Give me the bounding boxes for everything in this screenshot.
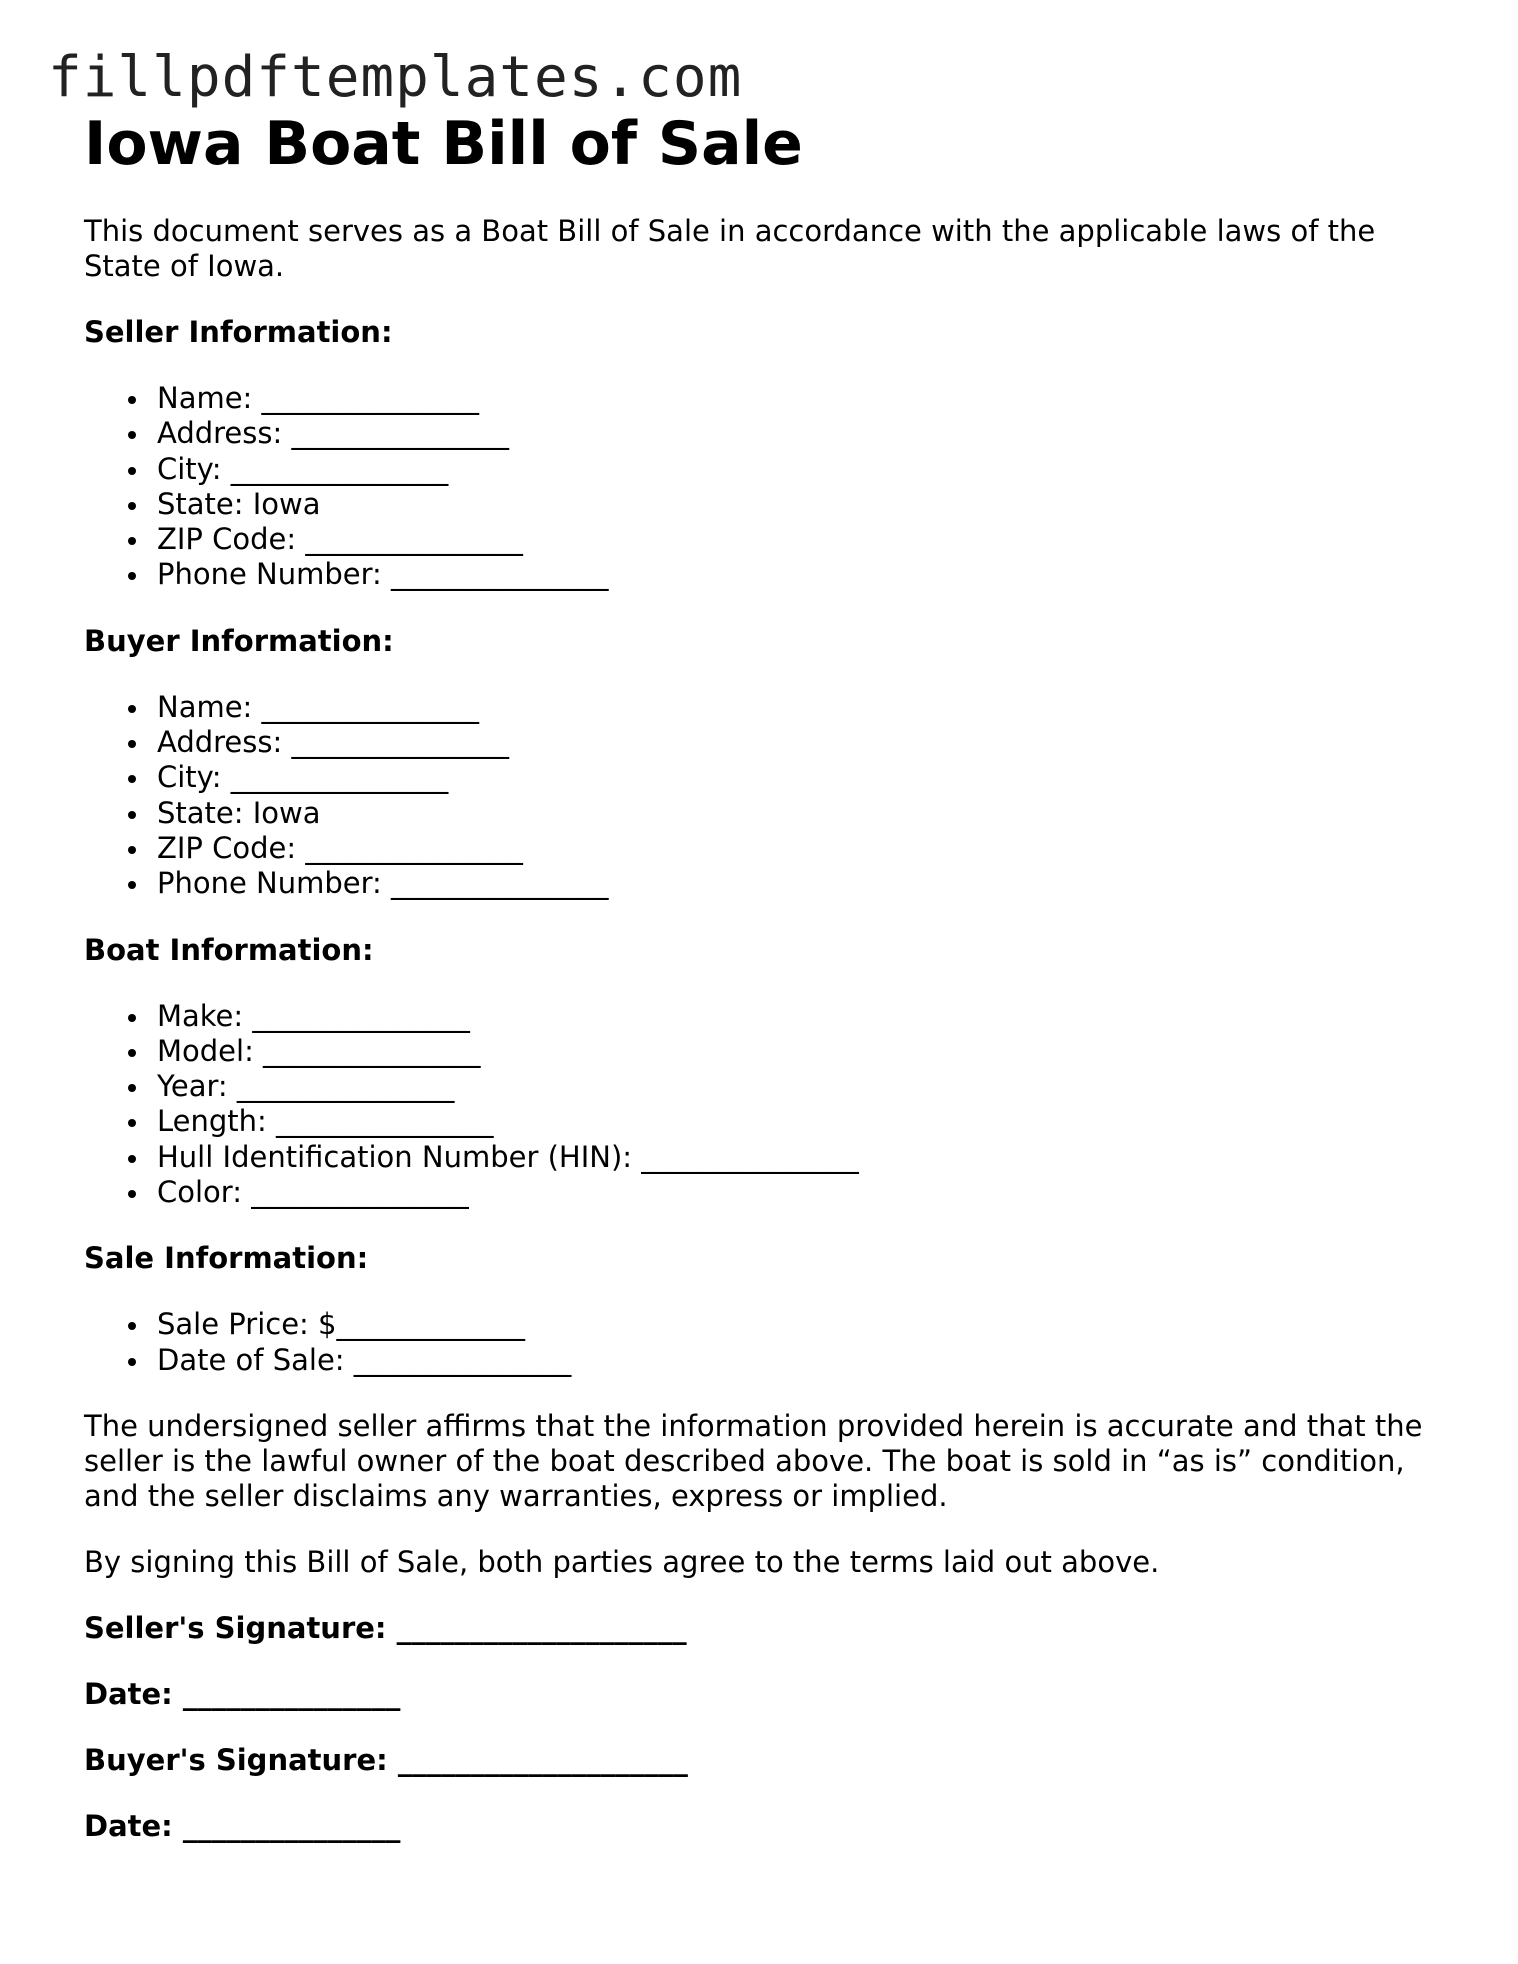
seller-section-heading: Seller Information: — [84, 315, 393, 349]
buyer-name-item: Name: _______________ — [157, 690, 1444, 725]
intro-paragraph: This document serves as a Boat Bill of Sale in accordance with the applicable laws of the State of Iowa. — [84, 214, 1376, 283]
buyer-address-item: Address: _______________ — [157, 725, 1444, 760]
seller-name-item: Name: _______________ — [157, 381, 1444, 416]
document-title: Iowa Boat Bill of Sale — [84, 109, 803, 179]
seller-city-item: City: _______________ — [157, 452, 1444, 487]
seller-date-line: Date: _______________ — [84, 1676, 401, 1711]
sale-price-item: Sale Price: $_____________ — [157, 1307, 1444, 1342]
sale-date-item: Date of Sale: _______________ — [157, 1343, 1444, 1378]
seller-zip-item: ZIP Code: _______________ — [157, 522, 1444, 557]
boat-hin-item: Hull Identification Number (HIN): _______________ — [157, 1140, 1444, 1175]
buyer-info-list — [84, 690, 1444, 902]
sale-section-heading: Sale Information: — [84, 1241, 369, 1276]
seller-phone-item: Phone Number: _______________ — [157, 557, 1444, 592]
boat-info-list — [84, 999, 1444, 1211]
boat-model-item: Model: _______________ — [157, 1034, 1444, 1069]
buyer-zip-item: ZIP Code: _______________ — [157, 831, 1444, 866]
agreement-paragraph: By signing this Bill of Sale, both parties agree to the terms laid out above. — [84, 1544, 1160, 1579]
buyer-city-item: City: _______________ — [157, 760, 1444, 795]
buyer-signature-line: Buyer's Signature: ____________________ — [84, 1742, 688, 1777]
boat-length-item: Length: _______________ — [157, 1104, 1444, 1139]
buyer-phone-item: Phone Number: _______________ — [157, 866, 1444, 901]
seller-info-list — [84, 381, 1444, 593]
seller-state-item: State: Iowa — [157, 487, 1444, 522]
boat-color-item: Color: _______________ — [157, 1175, 1444, 1210]
sale-info-list — [84, 1307, 1444, 1378]
buyer-section-heading: Buyer Information: — [84, 623, 394, 658]
buyer-date-line: Date: _______________ — [84, 1808, 401, 1843]
boat-year-item: Year: _______________ — [157, 1069, 1444, 1104]
seller-signature-line: Seller's Signature: ____________________ — [84, 1610, 687, 1645]
boat-section-heading: Boat Information: — [84, 932, 374, 967]
document-page — [84, 108, 1444, 1844]
seller-address-item: Address: _______________ — [157, 416, 1444, 451]
affirmation-paragraph: The undersigned seller affirms that the information provided herein is accurate and that the seller is the lawful owner of the boat described above. The boat is sold in “as is” condition, and the seller disclaims any warranties, express or implied. — [84, 1408, 1423, 1513]
watermark: fillpdftemplates.com — [48, 45, 743, 110]
buyer-state-item: State: Iowa — [157, 796, 1444, 831]
boat-make-item: Make: _______________ — [157, 999, 1444, 1034]
